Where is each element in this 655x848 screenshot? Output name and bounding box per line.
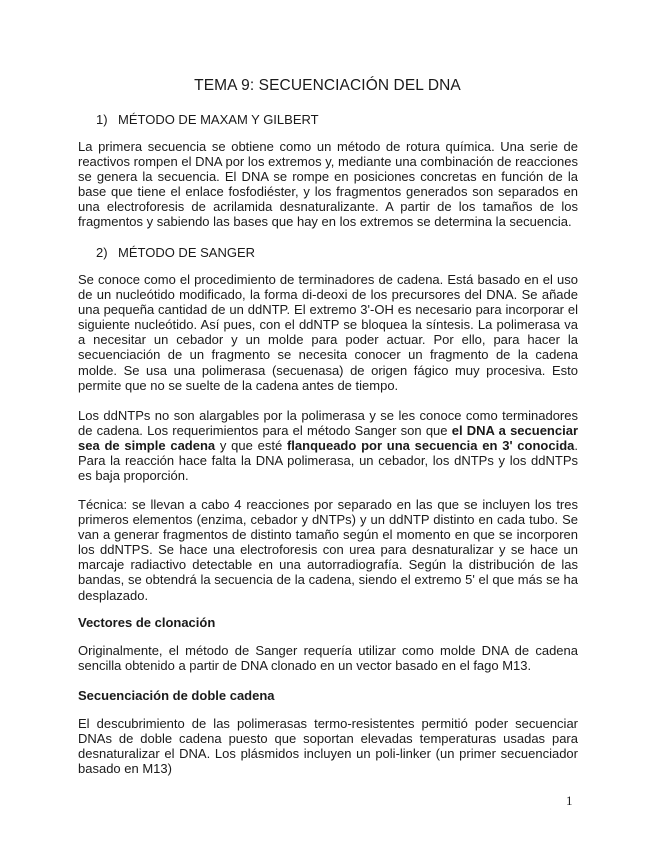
subheading-double-strand: Secuenciación de doble cadena xyxy=(78,688,275,703)
page-title: TEMA 9: SECUENCIACIÓN DEL DNA xyxy=(194,77,461,94)
section-heading-text: MÉTODO DE MAXAM Y GILBERT xyxy=(118,112,319,127)
bold-text-flanked-sequence: flanqueado por una secuencia en 3' conocida xyxy=(286,438,575,454)
text-segment: y que esté xyxy=(215,438,287,454)
text-segment: Los ddNTPs no son alargables por la polimerasa y se les conoce como terminadores de cadena. Los requerimientos para el método Sanger son que xyxy=(78,408,578,439)
paragraph-sanger-requirements xyxy=(78,408,578,483)
text-segment: . Para la reacción hace falta la DNA polimerasa, un cebador, los dNTPs y los ddNTPs es baja proporción. xyxy=(78,438,578,484)
paragraph-technique: Técnica: se llevan a cabo 4 reacciones por separado en las que se incluyen los tres primeros elementos (enzima, cebador y dNTPs) y un ddNTP distinto en cada tubo. Se van a generar fragmentos de distinto tamaño según el momento en que se incorporen los ddNTPS. Se hace una electroforesis con urea para desnaturalizar y se hace un marcaje radiactivo detectable en una autorradiografía. Según la distribución de las bandas, se obtendrá la secuencia de la cadena, siendo el extremo 5' el que más se ha desplazado. xyxy=(78,497,578,603)
subheading-cloning-vectors: Vectores de clonación xyxy=(78,615,216,630)
section-number: 1) xyxy=(96,112,108,127)
section-heading-sanger xyxy=(96,245,255,260)
section-heading-text: MÉTODO DE SANGER xyxy=(118,245,256,260)
section-heading-maxam-gilbert xyxy=(96,112,319,127)
paragraph-sanger-intro: Se conoce como el procedimiento de terminadores de cadena. Está basado en el uso de un nucleótido modificado, la forma di-deoxi de los precursores del DNA. Se añade una pequeña cantidad de un ddNTP. El extremo 3'-OH es necesario para incorporar el siguiente nucleótido. Así pues, con el ddNTP se bloquea la síntesis. La polimerasa va a necesitar un cebador y un molde para poder actuar. Por ello, para hacer la secuenciación de un fragmento se necesita conocer un fragmento de la cadena molde. Se usa una polimerasa (secuenasa) de origen fágico muy procesiva. Esto permite que no se suelte de la cadena antes de tiempo. xyxy=(78,272,578,393)
paragraph-double-strand: El descubrimiento de las polimerasas termo-resistentes permitió poder secuenciar DNAs de doble cadena puesto que soportan elevadas temperaturas usadas para desnaturalizar el DNA. Los plásmidos incluyen un poli-linker (un primer secuenciador basado en M13) xyxy=(78,716,578,777)
paragraph-maxam-gilbert: La primera secuencia se obtiene como un método de rotura química. Una serie de reactivos rompen el DNA por los extremos y, mediante una combinación de reacciones se genera la secuencia. El DNA se rompe en posiciones concretas en función de la base que tiene el enlace fosfodiéster, y los fragmentos generados son separados en una electroforesis de acrilamida desnaturalizante. A partir de los tamaños de los fragmentos y sabiendo las bases que hay en los extremos se determina la secuencia. xyxy=(78,139,578,230)
page-number: 1 xyxy=(566,793,573,808)
paragraph-cloning-vectors: Originalmente, el método de Sanger requería utilizar como molde DNA de cadena sencilla obtenido a partir de DNA clonado en un vector basado en el fago M13. xyxy=(78,643,578,674)
section-number: 2) xyxy=(96,245,108,260)
bold-text-simple-chain: el DNA a secuenciar sea de simple cadena xyxy=(78,423,578,454)
